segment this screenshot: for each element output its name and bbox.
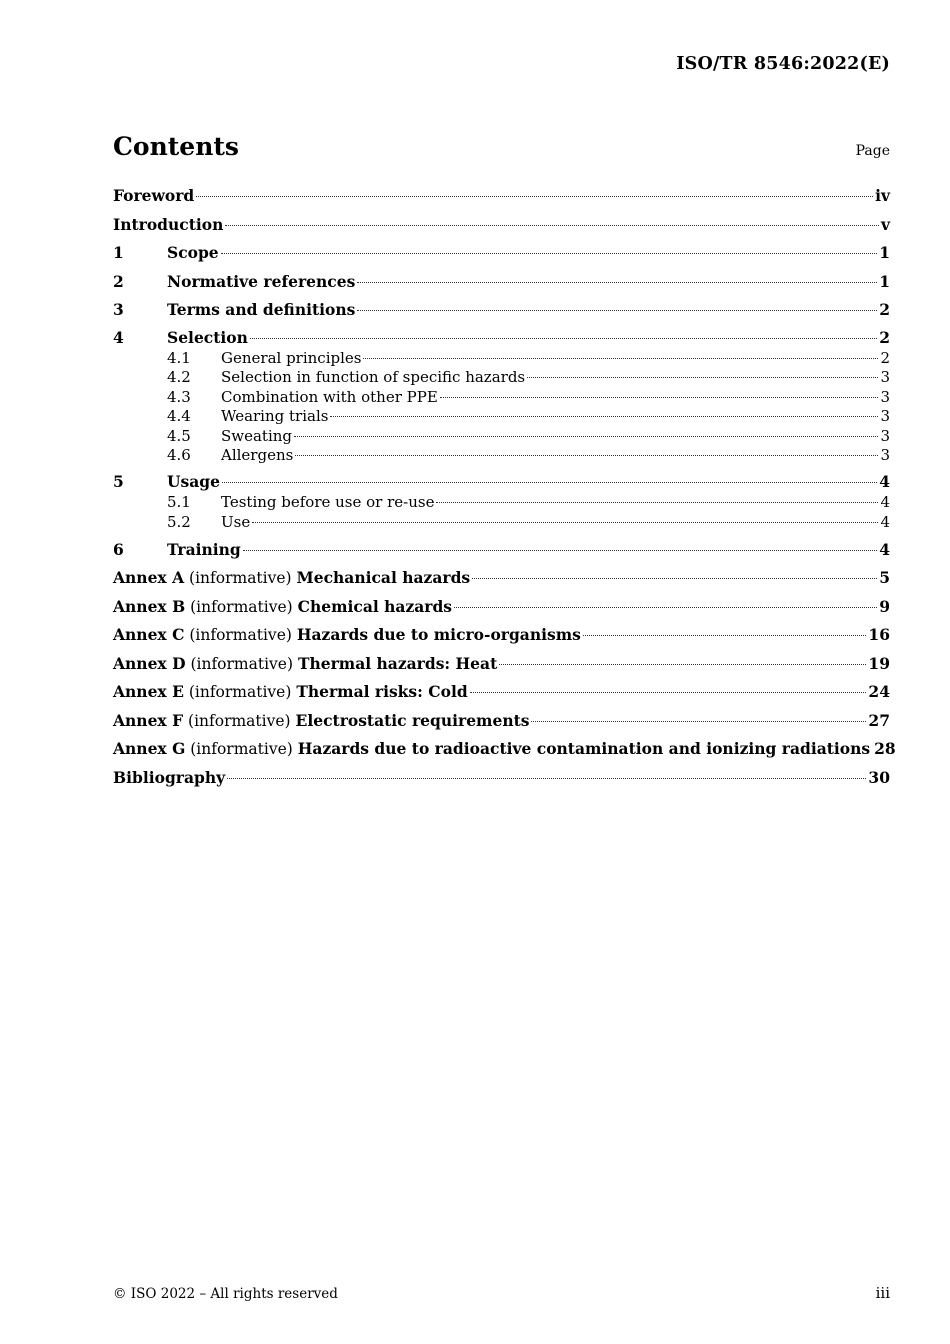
toc-number: 4.5 xyxy=(167,426,191,445)
dot-leader xyxy=(221,253,878,254)
toc-page: 2 xyxy=(879,327,890,347)
toc-page: 1 xyxy=(879,243,890,262)
toc-page: 3 xyxy=(880,446,890,464)
toc-page: 24 xyxy=(868,682,890,701)
annex-letter: Annex G xyxy=(113,739,186,758)
toc-entry-sub-4-5[interactable] xyxy=(113,427,890,447)
dot-leader xyxy=(436,502,878,503)
dot-leader xyxy=(357,310,877,311)
toc-label: Scope xyxy=(167,243,219,262)
dot-leader xyxy=(250,338,877,339)
toc-number: 4.1 xyxy=(167,348,191,367)
annex-title: Thermal hazards: Heat xyxy=(297,653,498,673)
annex-title: Hazards due to radioactive contamination and ionizing radiations xyxy=(297,739,871,758)
toc-entry-sub-4-3[interactable] xyxy=(113,388,890,408)
toc-page: 4 xyxy=(879,539,890,559)
annex-title: Electrostatic requirements xyxy=(295,710,530,730)
table-of-contents xyxy=(113,184,896,794)
toc-number: 1 xyxy=(113,243,124,262)
toc-number: 5.2 xyxy=(167,512,191,531)
toc-entry-annex-a[interactable] xyxy=(113,566,890,595)
toc-entry-clause-6[interactable] xyxy=(113,538,890,567)
toc-label xyxy=(113,566,470,590)
annex-type: (informative) xyxy=(190,654,294,673)
toc-number: 4 xyxy=(113,327,124,347)
toc-page: 3 xyxy=(880,368,890,386)
annex-type: (informative) xyxy=(189,626,292,644)
toc-entry-sub-4-2[interactable] xyxy=(113,368,890,388)
dot-leader xyxy=(531,721,866,722)
copyright-notice: © ISO 2022 – All rights reserved xyxy=(113,1286,338,1302)
toc-number: 4.3 xyxy=(167,387,191,406)
contents-heading: Contents xyxy=(113,132,240,161)
toc-entry-clause-5[interactable] xyxy=(113,471,890,493)
toc-number: 2 xyxy=(113,271,124,291)
toc-page: 3 xyxy=(880,426,890,445)
toc-number: 4.4 xyxy=(167,407,191,425)
annex-letter: Annex E xyxy=(113,682,184,701)
dot-leader xyxy=(583,635,867,636)
dot-leader xyxy=(222,482,877,483)
toc-entry-clause-4[interactable] xyxy=(113,327,890,349)
toc-entry-bibliography[interactable] xyxy=(113,766,890,795)
toc-page: iv xyxy=(875,186,890,205)
toc-number: 5 xyxy=(113,472,124,491)
toc-label: Sweating xyxy=(221,426,293,445)
toc-number: 4.6 xyxy=(167,446,191,464)
page-number: iii xyxy=(875,1284,890,1302)
toc-page: 9 xyxy=(879,596,890,616)
toc-entry-clause-2[interactable] xyxy=(113,270,890,299)
toc-label: Wearing trials xyxy=(221,407,329,425)
toc-label xyxy=(113,595,452,619)
toc-page: 2 xyxy=(880,348,890,367)
toc-label: Allergens xyxy=(221,446,294,464)
toc-entry-clause-3[interactable] xyxy=(113,298,890,327)
toc-page: 16 xyxy=(868,625,890,644)
dot-leader xyxy=(295,455,878,456)
annex-type: (informative) xyxy=(190,597,293,616)
annex-letter: Annex D xyxy=(113,653,186,673)
dot-leader xyxy=(363,358,878,359)
annex-title: Mechanical hazards xyxy=(296,568,471,587)
toc-page: 3 xyxy=(880,387,890,406)
dot-leader xyxy=(440,397,879,398)
dot-leader xyxy=(294,436,878,437)
toc-entry-sub-5-2[interactable] xyxy=(113,513,890,538)
annex-letter: Annex A xyxy=(113,568,185,587)
toc-page: 5 xyxy=(879,568,890,587)
toc-label: Normative references xyxy=(167,271,356,291)
annex-title: Thermal risks: Cold xyxy=(296,682,468,701)
dot-leader xyxy=(225,225,879,226)
dot-leader xyxy=(454,607,877,608)
toc-label xyxy=(113,737,870,761)
toc-page: 28 xyxy=(874,739,896,758)
toc-label: Terms and definitions xyxy=(167,300,356,319)
toc-entry-annex-d[interactable] xyxy=(113,652,890,681)
toc-label: Selection in function of specific hazards xyxy=(221,368,526,386)
toc-label xyxy=(113,680,468,704)
toc-label: Foreword xyxy=(113,186,195,205)
toc-label: Testing before use or re-use xyxy=(221,493,435,511)
document-id: ISO/TR 8546:2022(E) xyxy=(676,54,890,74)
toc-number: 5.1 xyxy=(167,493,191,511)
toc-page: 3 xyxy=(880,407,890,425)
toc-entry-clause-1[interactable] xyxy=(113,241,890,270)
toc-label: Use xyxy=(221,512,251,531)
toc-page: 19 xyxy=(868,653,890,673)
dot-leader xyxy=(196,196,873,197)
toc-label: Bibliography xyxy=(113,767,226,787)
toc-entry-sub-5-1[interactable] xyxy=(113,493,890,513)
toc-label: Selection xyxy=(167,327,248,347)
toc-entry-annex-e[interactable] xyxy=(113,680,890,709)
toc-label xyxy=(113,652,497,676)
dot-leader xyxy=(527,377,878,378)
dot-leader xyxy=(357,282,877,283)
toc-page: 4 xyxy=(879,472,890,491)
toc-label: Introduction xyxy=(113,214,224,234)
annex-type: (informative) xyxy=(188,683,292,701)
toc-entry-sub-4-6[interactable] xyxy=(113,446,890,471)
toc-entry-annex-b[interactable] xyxy=(113,595,890,624)
toc-page: 27 xyxy=(868,710,890,730)
toc-page: 4 xyxy=(880,512,890,531)
toc-page: 2 xyxy=(879,300,890,319)
dot-leader xyxy=(227,778,866,779)
toc-label: Training xyxy=(167,539,241,559)
toc-entry-annex-f[interactable] xyxy=(113,709,890,738)
toc-label: Combination with other PPE xyxy=(221,387,438,406)
toc-label: General principles xyxy=(221,348,362,367)
toc-label: Usage xyxy=(167,472,220,491)
annex-title: Hazards due to micro-organisms xyxy=(296,625,581,644)
dot-leader xyxy=(330,416,878,417)
toc-page: v xyxy=(880,214,890,234)
toc-number: 4.2 xyxy=(167,368,191,386)
toc-entry-foreword[interactable] xyxy=(113,184,890,213)
toc-entry-introduction[interactable] xyxy=(113,213,890,242)
annex-type: (informative) xyxy=(188,711,291,730)
toc-number: 3 xyxy=(113,300,124,319)
annex-letter: Annex B xyxy=(113,596,186,616)
toc-entry-sub-4-1[interactable] xyxy=(113,349,890,369)
dot-leader xyxy=(252,522,878,523)
toc-label xyxy=(113,623,581,647)
annex-type: (informative) xyxy=(189,569,292,587)
toc-label xyxy=(113,709,529,733)
annex-letter: Annex C xyxy=(113,625,185,644)
annex-type: (informative) xyxy=(190,740,293,758)
toc-entry-annex-c[interactable] xyxy=(113,623,890,652)
toc-page: 30 xyxy=(868,767,890,787)
dot-leader xyxy=(470,692,867,693)
annex-letter: Annex F xyxy=(113,710,184,730)
toc-page: 1 xyxy=(879,271,890,291)
toc-entry-sub-4-4[interactable] xyxy=(113,407,890,427)
dot-leader xyxy=(472,578,877,579)
annex-title: Chemical hazards xyxy=(297,596,453,616)
toc-page: 4 xyxy=(880,493,890,511)
toc-number: 6 xyxy=(113,539,124,559)
dot-leader xyxy=(499,664,866,665)
page-column-label: Page xyxy=(855,143,890,159)
dot-leader xyxy=(243,550,877,551)
toc-entry-annex-g[interactable] xyxy=(113,737,896,766)
